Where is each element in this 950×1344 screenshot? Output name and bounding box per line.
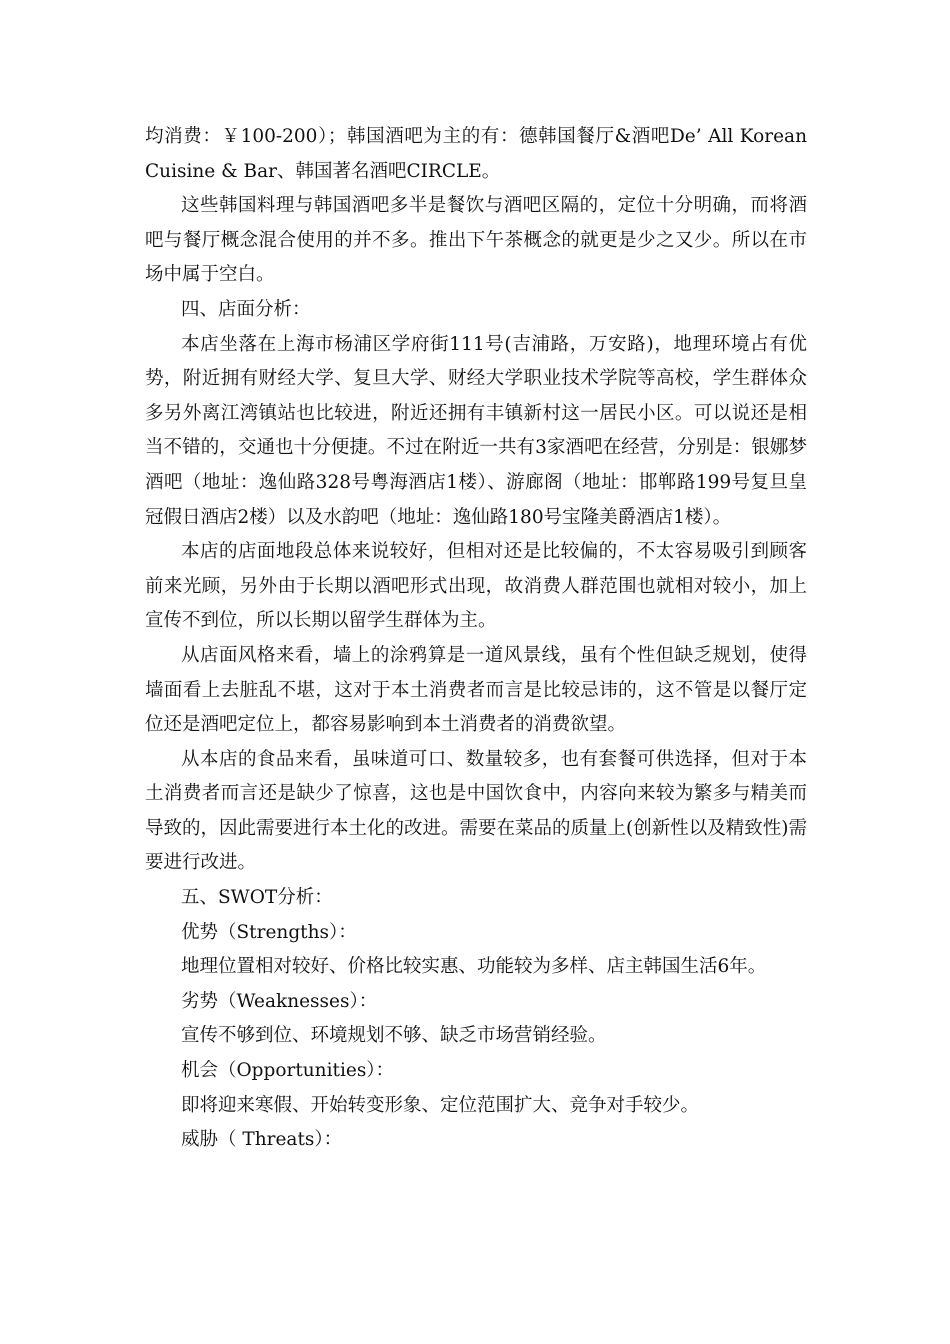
document-body — [145, 120, 807, 1158]
paragraph-store-section: 本店的店面地段总体来说较好，但相对还是比较偏的，不太容易吸引到顾客前来光顾，另外由于长期以酒吧形式出现，故消费人群范围也就相对较小，加上宣传不到位，所以长期以留学生群体为主。 — [145, 541, 807, 632]
text-strengths: 地理位置相对较好、价格比较实惠、功能较为多样、店主韩国生活6年。 — [181, 956, 767, 978]
text-opportunities: 即将迎来寒假、开始转变形象、定位范围扩大、竞争对手较少。 — [181, 1094, 700, 1116]
heading-store-analysis: 四、店面分析： — [181, 298, 311, 320]
paragraph-store-food: 从本店的食品来看，虽味道可口、数量较多，也有套餐可供选择，但对于本土消费者而言还是缺少了惊喜，这也是中国饮食中，内容向来较为繁多与精美而导致的，因此需要进行本土化的改进。需要在菜品的质量上(创新性以及精致性)需要进行改进。 — [145, 748, 807, 874]
text-weaknesses: 宣传不够到位、环境规划不够、缺乏市场营销经验。 — [181, 1025, 607, 1047]
label-opportunities: 机会（Opportunities）： — [181, 1060, 395, 1082]
label-weaknesses: 劣势（Weaknesses）： — [181, 990, 378, 1012]
paragraph-store-style: 从店面风格来看，墙上的涂鸦算是一道风景线，虽有个性但缺乏规划，使得墙面看上去脏乱不堪，这对于本土消费者而言是比较忌讳的，这不管是以餐厅定位还是酒吧定位上，都容易影响到本土消费者的消费欲望。 — [145, 644, 807, 736]
paragraph-consumption-korean-bars: 均消费：￥100-200）；韩国酒吧为主的有：德韩国餐厅&酒吧De’ All Korean Cuisine & Bar、韩国著名酒吧CIRCLE。 — [145, 126, 807, 182]
label-strengths: 优势（Strengths）： — [181, 921, 357, 943]
heading-swot-analysis: 五、SWOT分析： — [181, 887, 333, 909]
paragraph-market-gap: 这些韩国料理与韩国酒吧多半是餐饮与酒吧区隔的，定位十分明确，而将酒吧与餐厅概念混合使用的并不多。推出下午茶概念的就更是少之又少。所以在市场中属于空白。 — [145, 195, 807, 286]
label-threats: 威胁（ Threats）： — [181, 1129, 343, 1151]
paragraph-store-location: 本店坐落在上海市杨浦区学府街111号(吉浦路，万安路)，地理环境占有优势，附近拥有财经大学、复旦大学、财经大学职业技术学院等高校，学生群体众多另外离江湾镇站也比较进，附近还拥有丰镇新村这一居民小区。可以说还是相当不错的，交通也十分便捷。不过在附近一共有3家酒吧在经营，分别是：银娜梦酒吧（地址：逸仙路328号粤海酒店1楼）、游廊阁（地址：邯郸路199号复旦皇冠假日酒店2楼）以及水韵吧（地址：逸仙路180号宝隆美爵酒店1楼）。 — [145, 333, 807, 528]
